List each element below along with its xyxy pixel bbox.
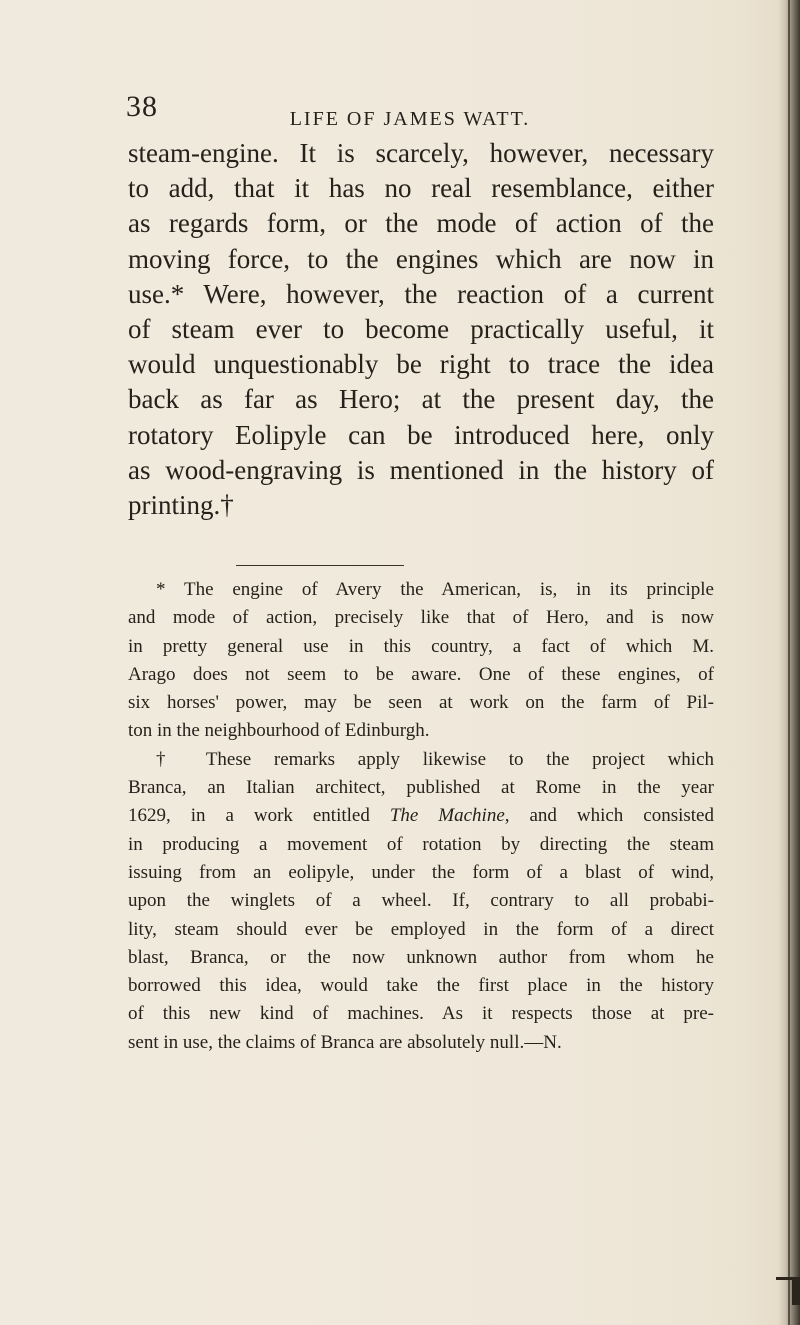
text-line: of steam ever to become practically useful, it <box>128 314 714 345</box>
footnote-line: and mode of action, precisely like that of Hero, and is now <box>128 607 714 629</box>
text-line: would unquestionably be right to trace the idea <box>128 349 714 380</box>
footnote-line: blast, Branca, or the now unknown author from whom he <box>128 946 714 968</box>
footnote-line: Branca, an Italian architect, published at Rome in the year <box>128 777 714 799</box>
footnote-text: 1629, in a work entitled <box>128 805 390 827</box>
footnote-line: * The engine of Avery the American, is, in its principle <box>156 579 714 600</box>
footnote-line: Arago does not seem to be aware. One of these engines, of <box>128 663 714 685</box>
text-line: to add, that it has no real resemblance, either <box>128 173 714 204</box>
page-edge-line <box>788 0 790 1325</box>
footnote-line: in producing a movement of rotation by directing the steam <box>128 833 714 855</box>
page-number: 38 <box>126 90 158 123</box>
book-title: The Machine <box>389 805 505 827</box>
main-text <box>128 136 714 523</box>
text-line: moving force, to the engines which are now in <box>128 243 714 274</box>
footnote-line: of this new kind of machines. As it respects those at pre- <box>128 1003 714 1025</box>
text-line: use.* Were, however, the reaction of a current <box>128 278 714 309</box>
footnote-line: six horses' power, may be seen at work on the farm of Pil- <box>128 692 714 714</box>
footnotes <box>128 576 714 1057</box>
text-line: steam-engine. It is scarcely, however, necessary <box>128 138 714 168</box>
footnote-line: lity, steam should ever be employed in the form of a direct <box>128 918 714 940</box>
running-head: LIFE OF JAMES WATT. <box>289 108 531 130</box>
footnote-line: upon the winglets of a wheel. If, contrary to all probabi- <box>128 890 714 912</box>
text-line: as regards form, or the mode of action of the <box>128 208 714 239</box>
footnote-line: ton in the neighbourhood of Edinburgh. <box>128 720 430 742</box>
footnote-line: † These remarks apply likewise to the project which <box>156 748 714 770</box>
footnote-line: sent in use, the claims of Branca are absolutely null.—N. <box>128 1031 562 1053</box>
text-line: printing.† <box>128 490 234 521</box>
text-line: as wood-engraving is mentioned in the history of <box>128 454 714 485</box>
page-corner-mark <box>776 1277 800 1305</box>
footnote-separator <box>236 565 404 566</box>
footnote-line: issuing from an eolipyle, under the form of a blast of wind, <box>128 861 714 883</box>
footnote-line: borrowed this idea, would take the first place in the history <box>128 975 714 997</box>
footnote-text: , and which consisted <box>504 805 714 827</box>
footnote-line <box>128 802 714 830</box>
footnote-line: in pretty general use in this country, a fact of which M. <box>128 635 714 657</box>
text-line: back as far as Hero; at the present day, the <box>128 384 714 415</box>
text-line: rotatory Eolipyle can be introduced here, only <box>128 419 714 450</box>
